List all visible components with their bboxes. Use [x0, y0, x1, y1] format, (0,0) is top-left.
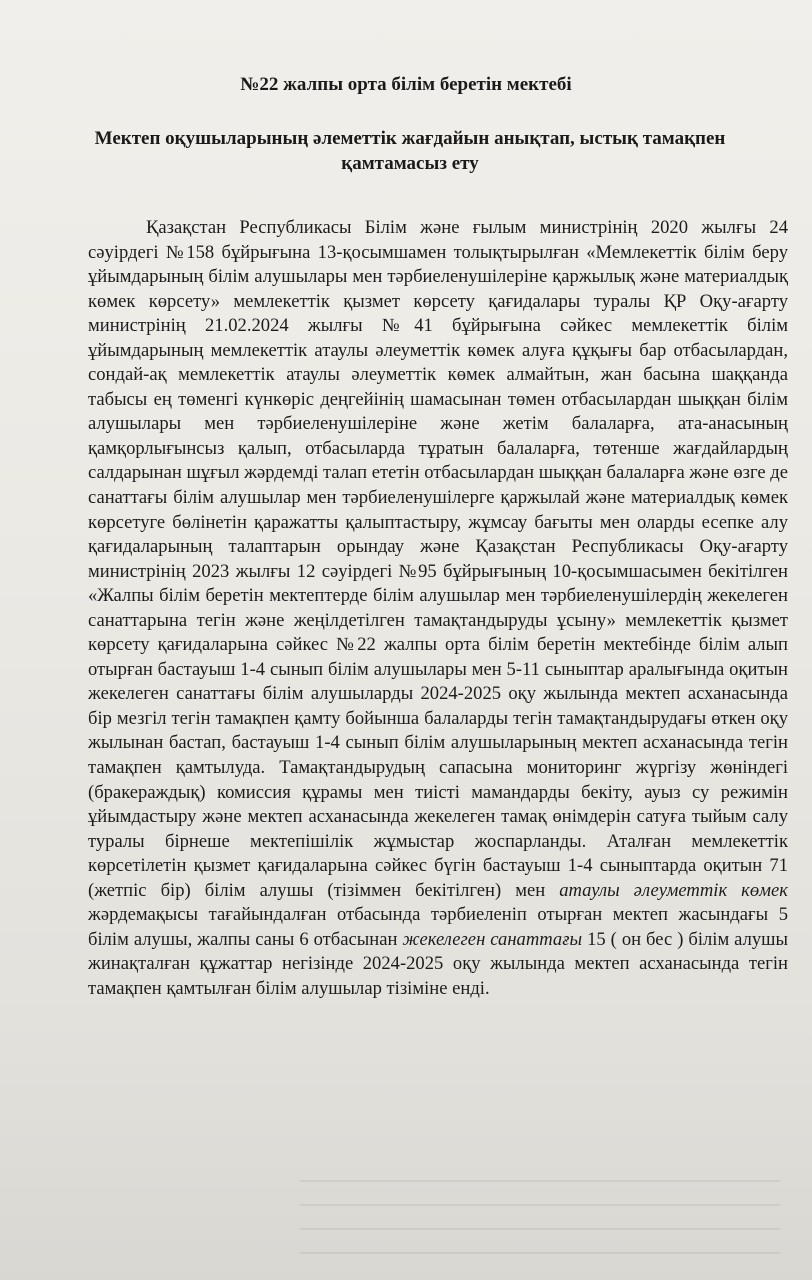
- body-italic-1: атаулы әлеуметтік көмек: [559, 879, 788, 901]
- page-title: №22 жалпы орта білім беретін мектебі: [240, 74, 572, 95]
- document-subtitle: Мектеп оқушыларының әлеметтік жағдайын анықтап, ыстық тамақпен қамтамасыз ету: [94, 128, 726, 174]
- body-italic-2: жекелеген санаттағы: [402, 928, 583, 950]
- bleed-through-text: [300, 1180, 780, 1270]
- body-paragraph: [88, 216, 788, 1002]
- body-text-part-1: Қазақстан Республикасы Білім және ғылым министрінің 2020 жылғы 24 сәуірдегі №158 бұйрығына 13-қосымшамен толықтырылған «Мемлекеттік білім беру ұйымдарының білім алушылары мен тәрбиеленушілеріне қаржылық және материалдық көмек көрсету» мемлекеттік қызмет көрсету қағидалары туралы ҚР Оқу-ағарту министрінің 21.02.2024 жылғы №41 бұйрығына сәйкес мемлекеттік білім ұйымдарының мемлекеттік атаулы әлеуметтік көмек алуға құқығы бар отбасылардан, сондай-ақ мемлекеттік атаулы әлеуметтік көмек алмайтын, жан басына шаққанда табысы ең төменгі күнкөріс деңгейінің шамасынан төмен отбасылардан шыққан білім алушылары мен тәрбиеленушілеріне және жетім балаларға, ата-анасының қамқорлығынсыз қалып, отбасыларда тұратын балаларға, төтенше жағдайлардың салдарынан шұғыл жәрдемді талап ететін отбасылардан шыққан балаларға және өзге де санаттағы білім алушылар мен тәрбиеленушілерге қаржылай және материалдық көмек көрсетуге бөлінетін қаражатты қалыптастыру, жұмсау бағыты мен оларды есепке алу қағидаларының талаптарын орындау және Қазақстан Республикасы Оқу-ағарту министрінің 2023 жылғы 12 сәуірдегі №95 бұйрығының 10-қосымшасымен бекітілген «Жалпы білім беретін мектептерде білім алушылар мен тәрбиеленушілердің жекелеген санаттарына тегін және жеңілдетілген тамақтандыруды ұсыну» мемлекеттік қызмет көрсету қағидаларына сәйкес №22 жалпы орта білім беретін мектебінде білім алып отырған бастауыш 1-4 сынып білім алушылары мен 5-11 сыныптар аралығында оқитын жекелеген санаттағы білім алушыларды 2024-2025 оқу жылында мектеп асханасында бір мезгіл тегін тамақпен қамту бойынша балаларды тегін тамақтандырудағы өткен оқу жылынан бастап, бастауыш 1-4 сынып білім алушыларының мектеп асханасында тегін тамақпен қамтылуда. Тамақтандырудың сапасына мониторинг жүргізу жөніндегі (бракераждық) комиссия құрамы мен тиісті мамандарды бекіту, ауыз су режимін ұйымдастыру және мектеп асханасында жекелеген тамақ өнімдерін сатуға тыйым салу туралы бірнеше мектепішілік жұмыстар жоспарланды. Аталған мемлекеттік көрсетілетін қызмет қағидаларына сәйкес бүгін бастауыш 1-4 сыныптарда оқитын 71 (жетпіс бір) білім алушы (тізіммен бекітілген) мен: [88, 217, 788, 901]
- body-text-part-2: жәрдемақысы тағайындалған отбасында тәрбиеленіп отырған мектеп жасындағы 5 білім алушы, жалпы саны 6 отбасынан: [88, 904, 788, 950]
- body-text-part-3: 15 ( он бес ) білім алушы жинақталған құжаттар негізінде 2024-2025 оқу жылында мектеп асханасында тегін тамақпен қамтылған білім алушылар тізіміне енді.: [88, 928, 788, 999]
